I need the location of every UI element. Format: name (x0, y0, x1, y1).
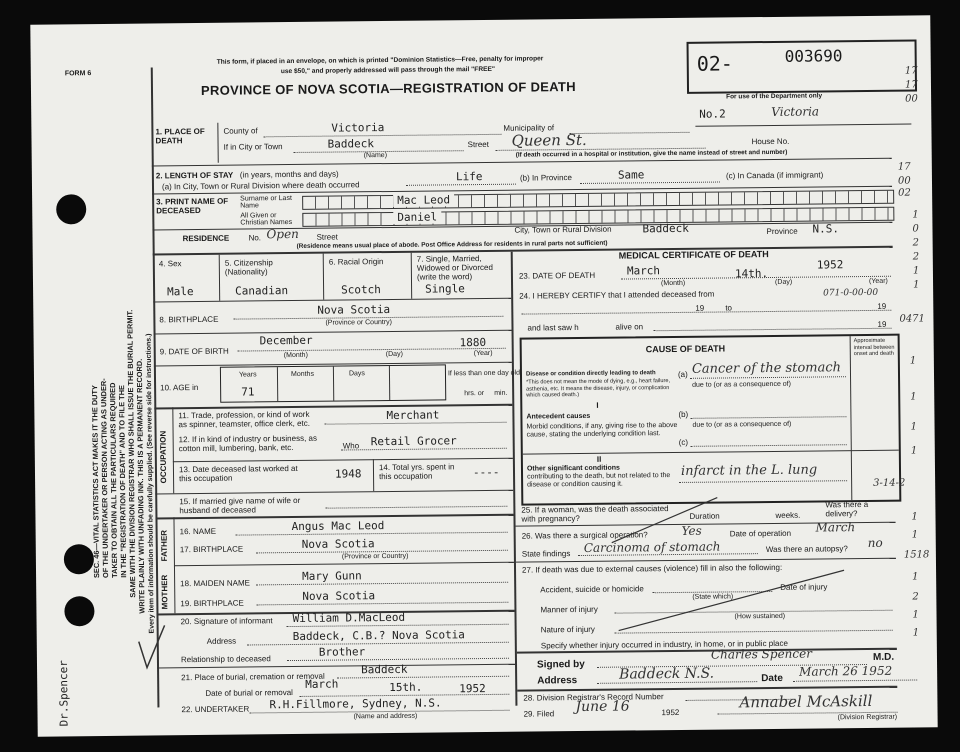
injury-date-label: Date of injury (780, 582, 828, 592)
findings-value: Carcinoma of stomach (583, 539, 721, 555)
residence-province-value: N.S. (812, 222, 840, 236)
mother-side-label: MOTHER (160, 574, 170, 610)
margin-code-11: 1 (912, 265, 920, 277)
reg-number-prefix: 02- (696, 51, 733, 76)
mother-bp-label: 19. BIRTHPLACE (180, 598, 244, 609)
margin-code-17: 1 (910, 421, 917, 433)
other-desc: contributing to the death, but not related to the disease or condition causing it. (527, 472, 671, 489)
age-years-value: 71 (241, 385, 255, 399)
stay-a-line (406, 184, 516, 186)
age-col-1 (277, 367, 278, 401)
spouse-line (325, 506, 507, 509)
cert-date-value: March 26 1952 (799, 663, 893, 679)
punch-hole-bottom (64, 596, 94, 626)
death-registration-form (30, 15, 937, 736)
margin-code-13: 071-0-00-00 (823, 287, 879, 299)
specify-label: Specify whether injury occurred in industry, in home, or in public place (540, 638, 788, 651)
father-bp-caption: (Province or Country) (341, 552, 409, 561)
municipality-line (569, 132, 689, 134)
burial-place-label: 21. Place of burial, cremation or removal (181, 671, 325, 683)
col-13-14 (373, 459, 374, 491)
statute-text-4: IN THE "REGISTRATION OF DEATH" AND TO FILE THE (117, 385, 129, 578)
q29-label: 29. Filed (523, 709, 555, 719)
cert-date-line (793, 679, 917, 681)
stay-c-label: (c) In Canada (if immigrant) (725, 170, 824, 181)
burial-date-year: 1952 (459, 681, 486, 696)
margin-code-4: 17 (897, 161, 911, 173)
due-to-a: due to (or as a consequence of) (692, 380, 791, 389)
attended-label: 24. I HEREBY CERTIFY that I attended deceased from (519, 289, 715, 301)
envelope-note-2: use $50," and properly addressed will pass through the mail "FREE" (280, 65, 496, 76)
row1-divider (217, 123, 218, 163)
death-date-month: March (626, 264, 661, 278)
punch-hole-middle (64, 544, 94, 574)
dob-day-caption: (Day) (385, 350, 403, 359)
roman-2: II (596, 454, 602, 464)
informant-sig-label: 20. Signature of informant (180, 616, 273, 627)
residence-no-value: Open (266, 226, 299, 242)
margin-code-9: 2 (912, 237, 920, 249)
county-line (263, 134, 501, 137)
sex-value: Male (167, 285, 194, 299)
birthplace-label: 8. BIRTHPLACE (159, 314, 219, 325)
cause-of-death-box (520, 334, 902, 506)
father-name-label: 16. NAME (179, 526, 217, 537)
county-value: Victoria (331, 121, 385, 135)
name-label: 3. PRINT NAME OF DECEASED (156, 196, 229, 216)
cert-date-label: Date (761, 672, 783, 685)
immediate-label: Disease or condition directly leading to death (525, 370, 656, 378)
cert-address-label: Address (537, 675, 578, 687)
duration-label: Duration (689, 511, 720, 521)
father-bottom (174, 562, 514, 567)
cause-a-value: Cancer of the stomach (691, 360, 842, 377)
death-month-caption: (Month) (661, 279, 686, 288)
occupation-side-label: OCCUPATION (158, 430, 169, 484)
margin-code-23: 1 (912, 571, 919, 583)
other-value: infarct in the L. lung (680, 462, 818, 479)
years-spent-value: ---- (472, 465, 500, 480)
informant-sig-value: William D.MacLeod (292, 610, 406, 626)
alive-label: alive on (615, 322, 644, 332)
form-label: FORM 6 (64, 70, 92, 78)
informant-address-value: Baddeck, C.B.? Nova Scotia (292, 628, 465, 644)
state-which: (State which) (692, 593, 734, 601)
mother-name-label: 18. MAIDEN NAME (180, 578, 250, 589)
street-label: Street (467, 139, 489, 150)
autopsy-label: Was there an autopsy? (765, 544, 848, 555)
mother-bp-line (256, 602, 508, 606)
pen-stroke-icon-2 (616, 568, 847, 632)
cause-b-label: (b) (678, 409, 689, 419)
registrar-caption: (Division Registrar) (837, 713, 898, 722)
mother-bp-value: Nova Scotia (302, 589, 376, 603)
industry-value: Retail Grocer (370, 434, 457, 449)
age-years-label: Years (238, 371, 257, 379)
last-worked-value: 1948 (334, 467, 362, 481)
city-value: Baddeck (327, 137, 374, 151)
punch-hole-top (56, 194, 86, 224)
dob-label: 9. DATE OF BIRTH (159, 346, 229, 357)
filed-value: June 16 (575, 698, 630, 716)
margin-code-25: 1 (912, 609, 919, 621)
residence-province-label: Province (766, 226, 798, 237)
informant-relation-value: Brother (318, 645, 366, 659)
other-line (679, 480, 847, 483)
sex-label: 4. Sex (158, 259, 182, 269)
trade-value: Merchant (386, 408, 440, 423)
stay-label: 2. LENGTH OF STAY (155, 170, 234, 181)
last-saw-label: and last saw h (527, 323, 579, 333)
death-day-caption: (Day) (774, 278, 793, 286)
age-grid (220, 364, 446, 402)
death-year-caption: (Year) (868, 277, 888, 285)
informant-address-line (247, 642, 509, 646)
industry-prefix: Who (342, 441, 360, 451)
birthplace-caption: (Province or Country) (325, 318, 393, 327)
findings-label: State findings (521, 549, 571, 559)
statute-text-5: SAME WITH THE DIVISION REGISTRAR WHO SHALL ISSUE THE BURIAL PERMIT. (125, 309, 138, 598)
signed-label: Signed by (536, 658, 585, 671)
burial-date-day: 15th. (389, 680, 423, 695)
cert-address-value: Baddeck N.S. (619, 665, 715, 683)
residence-city-label: City, Town or Rural Division (514, 224, 612, 235)
street-value: Queen St. (511, 130, 587, 150)
margin-code-22: 1518 (903, 549, 930, 561)
attended-to-label: to (725, 303, 733, 313)
interval-divider (850, 336, 853, 500)
col-6-7 (411, 253, 412, 299)
margin-code-2: 17 (904, 79, 918, 91)
row-13-bottom (155, 490, 513, 495)
margin-code-8: 0 (912, 223, 919, 235)
margin-code-10: 2 (912, 251, 920, 263)
envelope-note-1: This form, if placed in an envelope, on which is printed "Dominion Statistics—Free, penalty for improper (216, 55, 544, 66)
house-label: House No. (751, 136, 790, 147)
name-caption: (Name) (363, 152, 388, 160)
father-side-label: FATHER (159, 529, 169, 562)
informant-relation-label: Relationship to deceased (180, 654, 271, 665)
marital-value: Single (425, 282, 465, 296)
row-10-bottom (154, 404, 512, 410)
informant-bottom (157, 664, 515, 669)
age-label: 10. AGE in (160, 382, 199, 393)
last-worked-label: 13. Date deceased last worked at this occupation (178, 463, 298, 484)
stay-a-label: (a) In City, Town or Rural Division where death occurred (161, 180, 360, 192)
row1-bottom (152, 158, 892, 167)
residence-street-label: Street (316, 232, 338, 242)
less-day-label: If less than one day old (447, 369, 521, 378)
trade-line (324, 422, 506, 425)
death-date-day: 14th. (734, 267, 769, 281)
reg-number: 003690 (784, 46, 843, 66)
surgery-value: Yes (681, 523, 702, 538)
margin-code-3: 00 (905, 93, 918, 105)
place-note: (If death occurred in a hospital or institution, give the name instead of street and number) (515, 148, 788, 159)
industry-label: 12. If in kind of industry or business, as cotton mill, lumbering, bank, etc. (178, 433, 317, 454)
age-days-label: Days (348, 370, 365, 378)
dept-use-label: For use of the Department only (726, 92, 823, 101)
statute-text-3: TAKER TO OBTAIN ALL THE PARTICULARS REQUIRED (108, 382, 120, 578)
interval-header: Approximate interval between onset and death (853, 337, 895, 358)
margin-code-7: 1 (912, 209, 919, 221)
cause-header: CAUSE OF DEATH (645, 343, 726, 355)
margin-code-14: 0471 (899, 313, 925, 325)
immediate-note: *This does not mean the mode of dying, e.g., heart failure, asthenia, etc. It means the disease, injury, or complication which caused death.) (526, 378, 671, 399)
how-sustained: (How sustained) (734, 612, 786, 621)
op-date-label: Date of operation (729, 528, 792, 539)
death-date-label: 23. DATE OF DEATH (518, 270, 596, 281)
other-label: Other significant conditions (526, 464, 620, 473)
stay-b-line (580, 182, 720, 184)
dob-month-caption: (Month) (283, 351, 308, 360)
nature-label: Nature of injury (540, 624, 595, 635)
undertaker-value: R.H.Fillmore, Sydney, N.S. (269, 696, 442, 712)
statute-text-6: WRITE PLAINLY WITH UNFADING INK. THIS IS A PERMANENT RECORD. (134, 358, 147, 614)
municipality-label: Municipality of (503, 123, 555, 133)
margin-code-16: 1 (910, 391, 917, 403)
dob-month: December (259, 333, 313, 348)
city-label: If in City or Town (223, 142, 283, 152)
filed-year: 1952 (661, 707, 680, 718)
given-label: All Given or Christian Names (240, 212, 293, 227)
op-date-value: March (815, 520, 856, 535)
cause-b-line (690, 416, 846, 419)
dob-year-caption: (Year) (473, 349, 493, 358)
check-mark-icon (137, 623, 167, 669)
medical-header: MEDICAL CERTIFICATE OF DEATH (618, 249, 769, 261)
mother-name-value: Mary Gunn (302, 569, 362, 583)
residence-label: RESIDENCE (182, 233, 230, 244)
last-saw-line (654, 328, 892, 331)
antecedent-desc: Morbid conditions, if any, giving rise to the above cause, stating the underlying condition last. (526, 421, 678, 439)
statute-text-2: OF THE UNDERTAKER OR PERSON ACTING AS UNDER- (99, 378, 111, 579)
cause-a-line (690, 376, 846, 379)
antecedent-label: Antecedent causes (526, 412, 591, 421)
given-value: Daniel (393, 210, 441, 223)
dept-line (695, 124, 911, 127)
col-4-5 (219, 255, 220, 301)
place-of-death-label: 1. PLACE OF DEATH (155, 126, 205, 146)
margin-code-6: 02 (898, 187, 911, 199)
county-label: County of (223, 126, 258, 136)
surname-label: Surname or Last Name (240, 195, 292, 210)
row-8-bottom (154, 330, 512, 335)
min-label: min. (494, 389, 508, 397)
q25-label: 25. If a woman, was the death associated with pregnancy? (521, 504, 669, 524)
cert-bottom (517, 686, 897, 692)
stay-b-label: (b) In Province (519, 173, 573, 183)
margin-code-5: 00 (897, 175, 911, 187)
residence-no-label: No. (248, 233, 262, 243)
autopsy-value: no (867, 535, 883, 550)
margin-code-24: 2 (912, 591, 919, 603)
hrs-label: hrs. or (464, 390, 485, 398)
citizenship-label: 5. Citizenship (Nationality) (224, 258, 273, 277)
margin-name: Dr.Spencer (56, 660, 71, 727)
undertaker-label: 22. UNDERTAKER (181, 704, 250, 715)
statute-text-7: Every item of information should be carefully supplied. (See reverse side for instructions.) (145, 333, 156, 634)
signed-value: Charles Spencer (710, 646, 813, 662)
birthplace-value: Nova Scotia (317, 302, 391, 317)
weeks-label: weeks. (775, 510, 801, 520)
due-to-b: due to (or as a consequence of) (692, 420, 792, 429)
accident-label: Accident, suicide or homicide (540, 584, 644, 595)
trade-label: 11. Trade, profession, or kind of work as spinner, teamster, office clerk, etc. (178, 409, 311, 430)
spouse-label: 15. If married give name of wife or husband of deceased (179, 495, 301, 516)
residence-city-value: Baddeck (642, 221, 689, 236)
page-title: PROVINCE OF NOVA SCOTIA—REGISTRATION OF DEATH (200, 79, 576, 98)
occupation-side-rule (172, 407, 174, 493)
father-name-line (236, 532, 508, 536)
margin-code-26: 1 (912, 627, 920, 639)
attended-line (521, 310, 891, 315)
row-4-bottom (153, 298, 511, 303)
death-date-year: 1952 (816, 258, 844, 272)
margin-code-12: 1 (913, 279, 920, 291)
margin-code-1: 17 (904, 65, 918, 77)
q26-bottom (516, 558, 896, 563)
q28-label: 28. Division Registrar's Record Number (523, 692, 664, 703)
father-bp-value: Nova Scotia (301, 537, 375, 551)
surname-value: Mac Leod (393, 193, 454, 207)
stay-b-value: Same (617, 168, 645, 182)
informant-address-label: Address (206, 636, 237, 646)
cause-divider (523, 450, 899, 455)
citizenship-value: Canadian (235, 284, 289, 298)
undertaker-caption: (Name and address) (353, 712, 418, 721)
marital-label: 7. Single, Married, Widowed or Divorced (write the word) (416, 254, 493, 282)
burial-place-value: Baddeck (361, 662, 408, 677)
attended-19-a: 19 (695, 303, 705, 313)
age-col-3 (389, 366, 390, 400)
father-name-value: Angus Mac Leod (291, 519, 385, 534)
cause-c-label: (c) (678, 437, 689, 447)
cause-c-line (691, 444, 847, 447)
margin-code-19: 3-14-2 (873, 477, 906, 489)
mother-name-line (256, 582, 508, 586)
stay-desc: (in years, months and days) (239, 169, 339, 180)
col-5-6 (323, 254, 324, 300)
father-bp-label: 17. BIRTHPLACE (179, 544, 244, 555)
registration-number-box (687, 39, 918, 93)
residence-note: (Residence means usual place of abode. Post Office Address for residents in rural parts not sufficient) (296, 239, 608, 250)
q27-label: 27. If death was due to external causes (violence) fill in also the following: (521, 562, 783, 575)
dob-line (238, 348, 506, 352)
md-label: M.D. (872, 651, 895, 663)
racial-label: 6. Racial Origin (328, 257, 384, 267)
margin-code-18: 1 (910, 445, 918, 457)
margin-code-21: 1 (911, 529, 919, 541)
stay-a-value: Life (455, 170, 483, 184)
roman-1: I (596, 400, 599, 410)
attended-19-b: 19 (877, 301, 887, 311)
burial-date-month: March (305, 677, 339, 691)
pen-stroke-icon (609, 494, 720, 545)
statute-text-1: SEC. 46—VITAL STATISTICS ACT MAKES IT THE DUTY (90, 385, 102, 579)
margin-code-15: 1 (909, 355, 917, 367)
age-months-label: Months (290, 370, 314, 379)
years-spent-label: 14. Total yrs. spent in this occupation (378, 462, 455, 482)
industry-line (341, 448, 507, 451)
burial-date-label: Date of burial or removal (205, 688, 293, 698)
manner-label: Manner of injury (540, 604, 598, 615)
racial-value: Scotch (341, 283, 381, 297)
cause-a-label: (a) (677, 369, 688, 379)
dept-no: No.2 (699, 107, 726, 121)
registrar-sig: Annabel McAskill (739, 691, 873, 712)
age-col-2 (333, 367, 334, 401)
dob-year: 1880 (459, 335, 487, 350)
personal-right-rule (511, 252, 518, 706)
dept-county: Victoria (771, 104, 820, 119)
delivery-label: Was there a delivery? (825, 499, 869, 519)
margin-code-20: 1 (911, 511, 918, 523)
q26-label: 26. Was there a surgical operation? (521, 530, 648, 541)
last-saw-19: 19 (877, 319, 887, 329)
